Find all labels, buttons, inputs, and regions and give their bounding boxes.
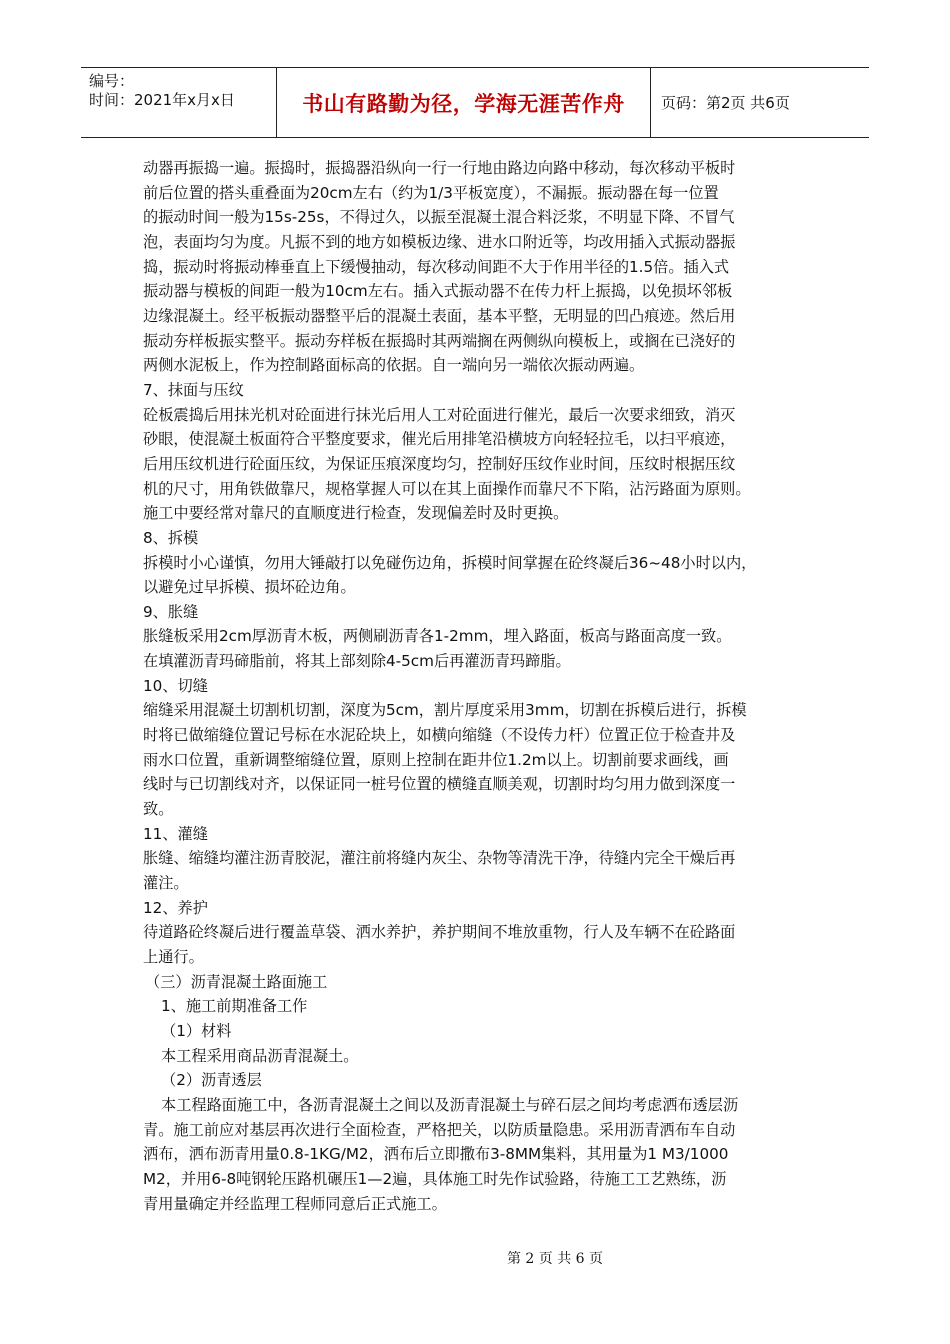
text-line: 两侧水泥板上，作为控制路面标高的依据。自一端向另一端依次振动两遍。 [143,356,645,375]
section-heading: 7、抹面与压纹 [143,380,244,399]
text-line: 在填灌沥青玛碲脂前，将其上部刻除4-5cm后再灌沥青玛蹄脂。 [143,652,571,671]
header-meta [81,68,276,137]
text-line: 本工程采用商品沥青混凝土。 [161,1046,359,1065]
text-line: 施工中要经常对靠尺的直顺度进行检查，发现偏差时及时更换。 [143,504,569,523]
text-line: 本工程路面施工中，各沥青混凝土之间以及沥青混凝土与碎石层之间均考虑洒布透层沥 [161,1095,739,1114]
section-heading: 10、切缝 [143,676,208,695]
document-body [143,156,811,1216]
text-line: 时将已做缩缝位置记号标在水泥砼块上，如横向缩缝（不设传力杆）位置正位于检查井及 [143,726,736,745]
text-line: 砂眼，使混凝土板面符合平整度要求，催光后用排笔沿横坡方向轻轻拉毛，以扫平痕迹， [143,430,736,449]
text-line: 胀缝、缩缝均灌注沥青胶泥，灌注前将缝内灰尘、杂物等清洗干净，待缝内完全干燥后再 [143,849,736,868]
section-heading: 8、拆模 [143,528,199,547]
text-line: 后用压纹机进行砼面压纹，为保证压痕深度均匀，控制好压纹作业时间，压纹时根据压纹 [143,454,736,473]
text-line: 线时与已切割线对齐，以保证同一桩号位置的横缝直顺美观，切割时均匀用力做到深度一 [143,775,736,794]
subsection-heading: （1）材料 [161,1021,232,1040]
text-line: 拆模时小心谨慎，勿用大锤敲打以免碰伤边角，拆模时间掌握在砼终凝后36~48小时以内， [143,553,757,572]
section-heading: 9、胀缝 [143,602,199,621]
section-heading: 12、养护 [143,898,208,917]
text-line: 胀缝板采用2cm厚沥青木板，两侧刷沥青各1-2mm，埋入路面，板高与路面高度一致。 [143,627,732,646]
text-line: 待道路砼终凝后进行覆盖草袋、洒水养护，养护期间不堆放重物，行人及车辆不在砼路面 [143,923,736,942]
text-line: 振动器与模板的间距一般为10cm左右。插入式振动器不在传力杆上振捣，以免损坏邻板 [143,282,733,301]
text-line: M2，并用6-8吨钢轮压路机碾压1—2遍，具体施工时先作试验路，待施工工艺熟练，沥 [143,1169,727,1188]
subsection-heading: 1、施工前期准备工作 [161,997,308,1016]
header-motto: 书山有路勤为径，学海无涯苦作舟 [276,68,651,137]
text-line: 致。 [143,800,174,819]
page-header [81,67,869,138]
text-line: 洒布，洒布沥青用量0.8-1KG/M2，洒布后立即撒布3-8MM集料，其用量为1 M3/1000 [143,1145,729,1164]
text-line: 青用量确定并经监理工程师同意后正式施工。 [143,1194,447,1213]
text-line: 灌注。 [143,874,189,893]
footer-page-number: 第 2 页 共 6 页 [506,1251,604,1267]
text-line: 捣，振动时将振动棒垂直上下缓慢抽动，每次移动间距不大于作用半径的1.5倍。插入式 [143,257,730,276]
document-date: 时间：2021年x月x日 [89,91,235,109]
text-line: 机的尺寸，用角铁做靠尺，规格掌握人可以在其上面操作而靠尺不下陷，沾污路面为原则。 [143,479,751,498]
text-line: 以避免过早拆模、损坏砼边角。 [143,578,356,597]
document-number-label: 编号： [89,72,135,90]
text-line: 上通行。 [143,948,204,966]
text-line: 的振动时间一般为15s-25s，不得过久，以振至混凝土混合料泛浆，不明显下降、不冒气 [143,208,735,227]
text-line: 砼板震捣后用抹光机对砼面进行抹光后用人工对砼面进行催光，最后一次要求细致，消灭 [143,405,736,424]
header-page-info: 页码：第2页 共6页 [661,94,790,112]
text-line: 雨水口位置，重新调整缩缝位置，原则上控制在距井位1.2m以上。切割前要求画线，画 [143,750,729,769]
text-line: 动器再振捣一遍。振捣时，振捣器沿纵向一行一行地由路边向路中移动，每次移动平板时 [143,159,736,177]
page-footer [0,1248,950,1268]
subsection-heading: （2）沥青透层 [161,1071,262,1090]
section-heading: 11、灌缝 [143,824,208,843]
section-heading: （三）沥青混凝土路面施工 [145,972,328,991]
text-line: 振动夯样板振实整平。振动夯样板在振捣时其两端搁在两侧纵向模板上，或搁在已浇好的 [143,331,736,350]
text-line: 缩缝采用混凝土切割机切割，深度为5cm，割片厚度采用3mm，切割在拆模后进行，拆模 [143,701,747,720]
text-line: 泡，表面均匀为度。凡振不到的地方如模板边缘、进水口附近等，均改用插入式振动器振 [143,232,736,251]
text-line: 前后位置的搭头重叠面为20cm左右（约为1/3平板宽度），不漏振。振动器在每一位置 [143,183,719,202]
text-line: 边缘混凝土。经平板振动器整平后的混凝土表面，基本平整，无明显的凹凸痕迹。然后用 [143,306,736,325]
text-line: 青。施工前应对基层再次进行全面检查，严格把关，以防质量隐患。采用沥青洒布车自动 [143,1120,736,1139]
